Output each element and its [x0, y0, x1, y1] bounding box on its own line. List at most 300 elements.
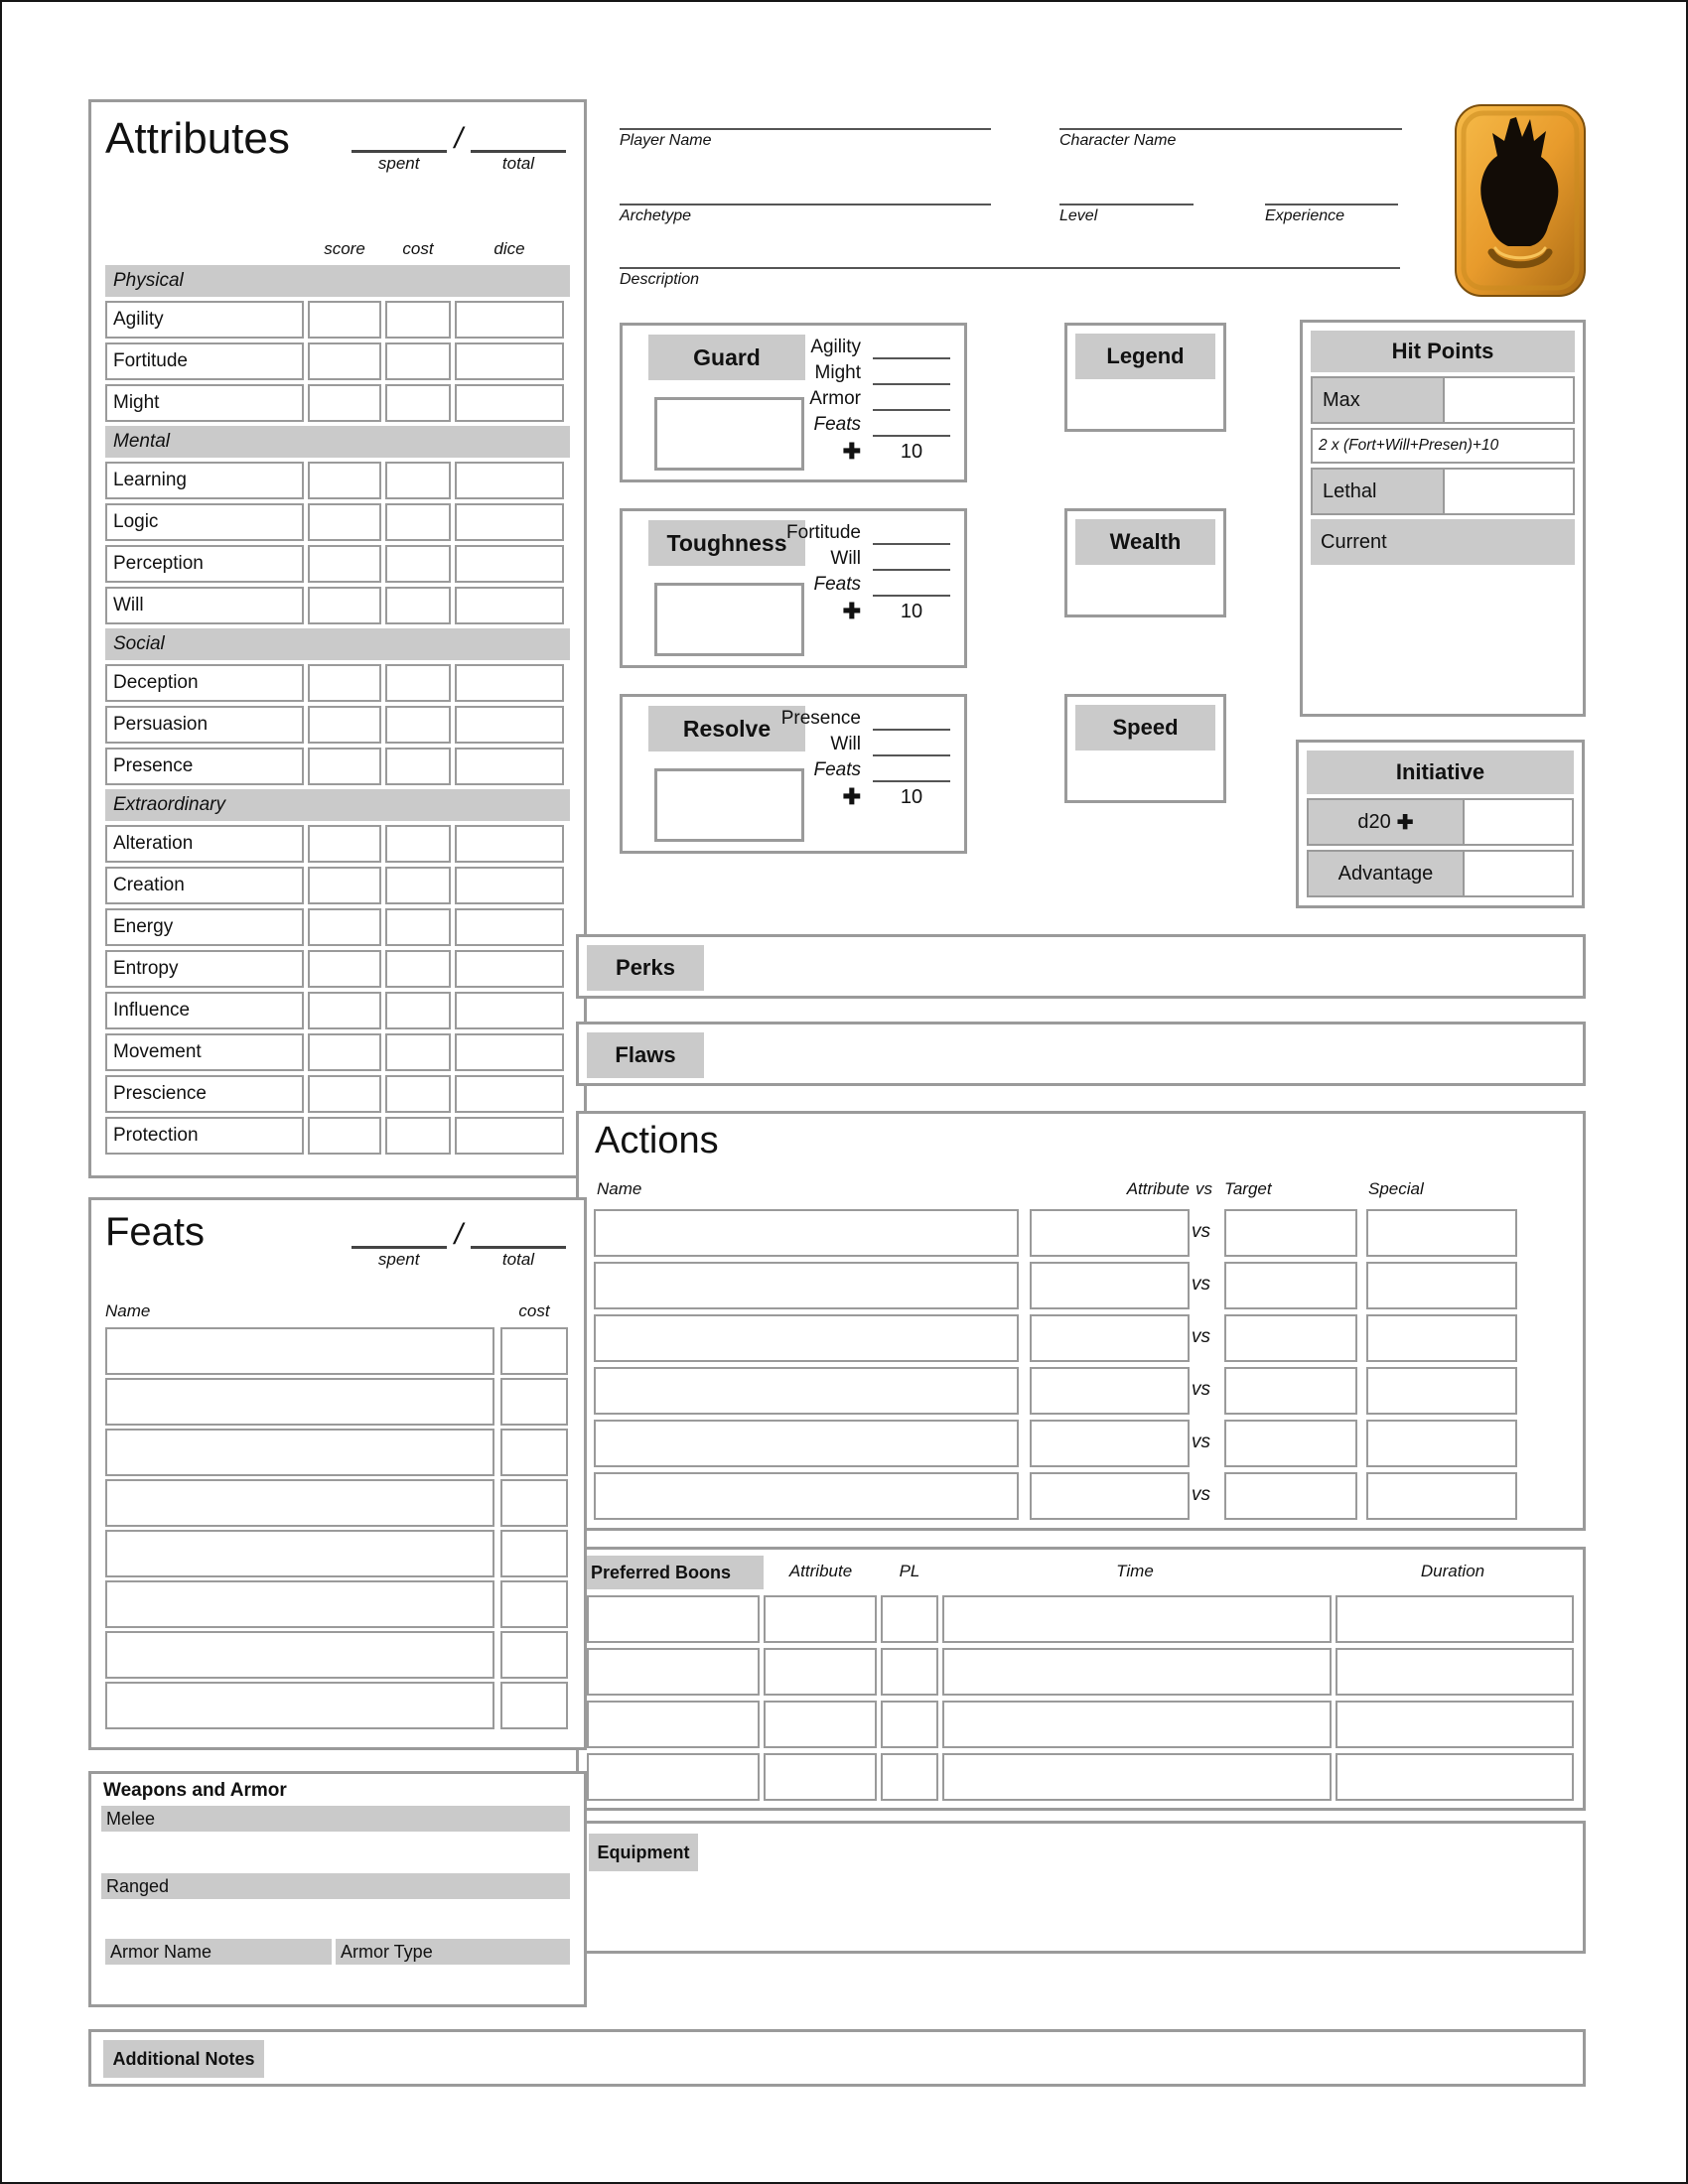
- boon-pl-cell[interactable]: [881, 1701, 938, 1748]
- dice-cell[interactable]: [455, 706, 564, 744]
- feat-name-cell[interactable]: [105, 1530, 494, 1577]
- base-value: 10: [900, 441, 923, 463]
- boon-name-cell[interactable]: [587, 1701, 760, 1748]
- feats-spent-field[interactable]: [352, 1226, 447, 1249]
- action-special-cell[interactable]: [1366, 1314, 1517, 1362]
- group-header-social: Social: [105, 628, 570, 660]
- component-label: Agility: [810, 337, 861, 357]
- score-cell[interactable]: [308, 462, 381, 499]
- table-row: [579, 1595, 1583, 1643]
- lethal-hp-field[interactable]: [1445, 470, 1573, 513]
- action-target-cell[interactable]: [1224, 1472, 1357, 1520]
- action-attribute-cell[interactable]: [1030, 1262, 1190, 1309]
- score-cell[interactable]: [308, 867, 381, 904]
- guard-title: Guard: [648, 335, 805, 380]
- cost-cell[interactable]: [385, 587, 451, 624]
- table-row: [579, 1753, 1583, 1801]
- table-row: [579, 1648, 1583, 1696]
- flaws-entry-area[interactable]: [712, 1028, 1579, 1079]
- attributes-title: Attributes: [105, 114, 290, 163]
- attributes-table: [105, 265, 570, 1155]
- attribute-name-cell: Presence: [105, 748, 304, 785]
- table-row: [105, 545, 570, 583]
- target-column-header: Target: [1224, 1179, 1272, 1198]
- score-cell[interactable]: [308, 587, 381, 624]
- score-cell[interactable]: [308, 825, 381, 863]
- dice-cell[interactable]: [455, 503, 564, 541]
- feats-title: Feats: [105, 1210, 206, 1254]
- preferred-boons-title: Preferred Boons: [585, 1556, 764, 1589]
- table-row: [105, 384, 570, 422]
- logo-badge-icon: [1451, 101, 1590, 300]
- table-row: [105, 462, 570, 499]
- table-row: [105, 1479, 570, 1527]
- table-row: [105, 1075, 570, 1113]
- score-cell[interactable]: [308, 1117, 381, 1155]
- feat-cost-cell[interactable]: [500, 1327, 568, 1375]
- score-cell[interactable]: [308, 908, 381, 946]
- boon-time-cell[interactable]: [942, 1648, 1332, 1696]
- toughness-title: Toughness: [648, 520, 805, 566]
- archetype-label: Archetype: [620, 207, 692, 224]
- resolve-section: [620, 694, 967, 854]
- legend-value-area[interactable]: [1075, 383, 1215, 423]
- ranged-entry-area[interactable]: [101, 1901, 570, 1937]
- cost-cell[interactable]: [385, 342, 451, 380]
- score-cell[interactable]: [308, 950, 381, 988]
- cost-cell[interactable]: [385, 950, 451, 988]
- boon-name-cell[interactable]: [587, 1753, 760, 1801]
- feats-column-headers: [105, 1301, 570, 1327]
- cost-cell[interactable]: [385, 992, 451, 1029]
- actions-title: Actions: [595, 1120, 719, 1161]
- additional-notes-section: [88, 2029, 1586, 2087]
- table-row: [105, 1033, 570, 1071]
- weapons-armor-title: Weapons and Armor: [103, 1780, 287, 1801]
- equipment-title: Equipment: [589, 1834, 698, 1871]
- spent-label: spent: [377, 1250, 420, 1269]
- initiative-section: [1296, 740, 1585, 908]
- speed-section: [1064, 694, 1226, 803]
- plus-icon: ✚: [1396, 811, 1414, 834]
- score-cell[interactable]: [308, 384, 381, 422]
- cost-cell[interactable]: [385, 748, 451, 785]
- component-value-field[interactable]: [873, 521, 950, 545]
- group-header-physical: Physical: [105, 265, 570, 297]
- component-label: Feats: [813, 574, 861, 595]
- advantage-field[interactable]: [1465, 852, 1572, 895]
- action-name-cell[interactable]: [594, 1209, 1019, 1257]
- feat-name-cell[interactable]: [105, 1429, 494, 1476]
- action-name-cell[interactable]: [594, 1367, 1019, 1415]
- actions-section: [576, 1111, 1586, 1531]
- cost-cell[interactable]: [385, 664, 451, 702]
- attribute-name-cell: Perception: [105, 545, 304, 583]
- action-attribute-cell[interactable]: [1030, 1367, 1190, 1415]
- table-row: [579, 1472, 1583, 1520]
- cost-cell[interactable]: [385, 1117, 451, 1155]
- dice-cell[interactable]: [455, 301, 564, 339]
- total-label: total: [501, 154, 535, 173]
- duration-column-header: Duration: [1420, 1562, 1485, 1580]
- cost-cell[interactable]: [385, 825, 451, 863]
- vs-column-header: vs: [1196, 1179, 1212, 1198]
- player-name-label: Player Name: [620, 132, 712, 149]
- boon-duration-cell[interactable]: [1336, 1701, 1574, 1748]
- feats-points-fraction: [352, 1218, 566, 1270]
- component-value-field[interactable]: [873, 758, 950, 782]
- action-name-cell[interactable]: [594, 1314, 1019, 1362]
- attribute-name-cell: Fortitude: [105, 342, 304, 380]
- initiative-title: Initiative: [1307, 751, 1574, 794]
- cost-cell[interactable]: [385, 545, 451, 583]
- attribute-column-header: Attribute: [1126, 1179, 1190, 1198]
- feat-cost-cell[interactable]: [500, 1580, 568, 1628]
- feats-section: [88, 1197, 587, 1750]
- level-field[interactable]: [1059, 204, 1194, 225]
- dice-cell[interactable]: [455, 587, 564, 624]
- table-row: [105, 301, 570, 339]
- attribute-name-cell: Might: [105, 384, 304, 422]
- component-value-field[interactable]: [873, 336, 950, 359]
- wealth-section: [1064, 508, 1226, 617]
- component-value-field[interactable]: [873, 547, 950, 571]
- name-column-header: Name: [105, 1301, 151, 1320]
- boon-duration-cell[interactable]: [1336, 1595, 1574, 1643]
- dice-cell[interactable]: [455, 664, 564, 702]
- dice-cell[interactable]: [455, 384, 564, 422]
- attributes-section: [88, 99, 587, 1178]
- resolve-title: Resolve: [648, 706, 805, 751]
- equipment-entry-area[interactable]: [708, 1830, 1577, 1945]
- feats-header: [105, 1210, 570, 1301]
- action-target-cell[interactable]: [1224, 1420, 1357, 1467]
- vs-label: vs: [1192, 1274, 1210, 1295]
- attribute-name-cell: Learning: [105, 462, 304, 499]
- initiative-bonus-field[interactable]: [1465, 800, 1572, 844]
- component-label: Armor: [809, 388, 861, 409]
- perks-title: Perks: [587, 945, 704, 991]
- armor-type-label: Armor Type: [336, 1939, 570, 1965]
- component-label: Feats: [813, 759, 861, 780]
- preferred-boons-section: [576, 1547, 1586, 1811]
- initiative-advantage-row: [1307, 850, 1574, 897]
- dice-cell[interactable]: [455, 1033, 564, 1071]
- vs-label: vs: [1192, 1326, 1210, 1347]
- advantage-label: Advantage: [1309, 852, 1465, 895]
- table-row: [105, 503, 570, 541]
- score-cell[interactable]: [308, 748, 381, 785]
- max-hp-row: [1311, 376, 1575, 424]
- speed-value-area[interactable]: [1075, 754, 1215, 794]
- base-value: 10: [900, 786, 923, 808]
- speed-title: Speed: [1075, 705, 1215, 751]
- table-row: [105, 1682, 570, 1729]
- feat-cost-cell[interactable]: [500, 1378, 568, 1426]
- experience-field[interactable]: [1265, 204, 1398, 225]
- table-row: [579, 1701, 1583, 1748]
- component-value-field[interactable]: [873, 573, 950, 597]
- component-value-field[interactable]: [873, 387, 950, 411]
- cost-column-header: cost: [402, 239, 434, 258]
- table-row: [105, 908, 570, 946]
- action-target-cell[interactable]: [1224, 1367, 1357, 1415]
- vs-label: vs: [1192, 1379, 1210, 1400]
- fraction-slash: /: [454, 122, 463, 155]
- hit-points-title: Hit Points: [1311, 331, 1575, 372]
- action-name-cell[interactable]: [594, 1472, 1019, 1520]
- fraction-slash: /: [454, 1218, 463, 1251]
- attribute-name-cell: Persuasion: [105, 706, 304, 744]
- score-cell[interactable]: [308, 992, 381, 1029]
- name-column-header: Name: [597, 1179, 642, 1198]
- max-hp-field[interactable]: [1445, 378, 1573, 422]
- equipment-section: [576, 1821, 1586, 1954]
- attribute-name-cell: Logic: [105, 503, 304, 541]
- plus-icon: ✚: [842, 784, 861, 809]
- boon-time-cell[interactable]: [942, 1701, 1332, 1748]
- dice-cell[interactable]: [455, 825, 564, 863]
- cost-cell[interactable]: [385, 867, 451, 904]
- player-name-field[interactable]: [620, 128, 991, 150]
- group-header-mental: Mental: [105, 426, 570, 458]
- lethal-label: Lethal: [1313, 470, 1445, 513]
- feat-cost-cell[interactable]: [500, 1682, 568, 1729]
- feat-cost-cell[interactable]: [500, 1429, 568, 1476]
- boon-pl-cell[interactable]: [881, 1753, 938, 1801]
- boon-pl-cell[interactable]: [881, 1648, 938, 1696]
- attributes-points-fraction: [352, 122, 566, 174]
- score-cell[interactable]: [308, 301, 381, 339]
- perks-section: [576, 934, 1586, 999]
- attributes-column-headers: [105, 233, 570, 259]
- action-special-cell[interactable]: [1366, 1262, 1517, 1309]
- action-target-cell[interactable]: [1224, 1262, 1357, 1309]
- feat-name-cell[interactable]: [105, 1327, 494, 1375]
- perks-entry-area[interactable]: [712, 941, 1579, 992]
- wealth-value-area[interactable]: [1075, 569, 1215, 609]
- cost-cell[interactable]: [385, 1033, 451, 1071]
- boon-name-cell[interactable]: [587, 1595, 760, 1643]
- base-value: 10: [900, 601, 923, 622]
- weapons-and-armor-section: [88, 1771, 587, 2007]
- component-label: Will: [830, 548, 861, 569]
- component-value-field[interactable]: [873, 361, 950, 385]
- ranged-label: Ranged: [101, 1873, 570, 1899]
- action-special-cell[interactable]: [1366, 1209, 1517, 1257]
- feat-name-cell[interactable]: [105, 1479, 494, 1527]
- initiative-roll-row: [1307, 798, 1574, 846]
- cost-cell[interactable]: [385, 908, 451, 946]
- dice-cell[interactable]: [455, 867, 564, 904]
- cost-cell[interactable]: [385, 1075, 451, 1113]
- dice-cell[interactable]: [455, 1075, 564, 1113]
- description-label: Description: [620, 271, 700, 288]
- boon-duration-cell[interactable]: [1336, 1648, 1574, 1696]
- attributes-total-field[interactable]: [471, 130, 566, 153]
- guard-calculation: [809, 336, 950, 465]
- table-row: [105, 1530, 570, 1577]
- dice-cell[interactable]: [455, 908, 564, 946]
- score-cell[interactable]: [308, 1075, 381, 1113]
- hit-points-section: [1300, 320, 1586, 717]
- table-row: [105, 992, 570, 1029]
- score-column-header: score: [324, 239, 365, 258]
- boon-name-cell[interactable]: [587, 1648, 760, 1696]
- boon-attribute-cell[interactable]: [764, 1595, 877, 1643]
- feat-name-cell[interactable]: [105, 1631, 494, 1679]
- table-row: [105, 950, 570, 988]
- additional-notes-title: Additional Notes: [103, 2040, 264, 2078]
- feat-name-cell[interactable]: [105, 1682, 494, 1729]
- boon-time-cell[interactable]: [942, 1753, 1332, 1801]
- score-cell[interactable]: [308, 342, 381, 380]
- component-value-field[interactable]: [873, 707, 950, 731]
- attribute-name-cell: Creation: [105, 867, 304, 904]
- component-label: Feats: [813, 414, 861, 435]
- plus-icon: ✚: [842, 599, 861, 623]
- attribute-name-cell: Movement: [105, 1033, 304, 1071]
- armor-name-label: Armor Name: [105, 1939, 332, 1965]
- boon-attribute-cell[interactable]: [764, 1701, 877, 1748]
- action-special-cell[interactable]: [1366, 1472, 1517, 1520]
- time-column-header: Time: [1116, 1562, 1154, 1580]
- dice-cell[interactable]: [455, 342, 564, 380]
- toughness-calculation: [786, 521, 950, 624]
- attribute-name-cell: Entropy: [105, 950, 304, 988]
- description-field[interactable]: [620, 267, 1400, 289]
- score-cell[interactable]: [308, 1033, 381, 1071]
- action-attribute-cell[interactable]: [1030, 1472, 1190, 1520]
- attribute-name-cell: Deception: [105, 664, 304, 702]
- cost-cell[interactable]: [385, 706, 451, 744]
- action-target-cell[interactable]: [1224, 1314, 1357, 1362]
- max-label: Max: [1313, 378, 1445, 422]
- dice-cell[interactable]: [455, 748, 564, 785]
- guard-value-box[interactable]: [654, 397, 804, 471]
- dice-cell[interactable]: [455, 545, 564, 583]
- special-column-header: Special: [1368, 1179, 1424, 1198]
- total-label: total: [501, 1250, 535, 1269]
- feat-cost-cell[interactable]: [500, 1631, 568, 1679]
- action-attribute-cell[interactable]: [1030, 1209, 1190, 1257]
- feats-table: [105, 1327, 570, 1729]
- group-header-extraordinary: Extraordinary: [105, 789, 570, 821]
- experience-label: Experience: [1265, 207, 1345, 224]
- open-legend-logo: [1451, 101, 1590, 305]
- current-hp-label: Current: [1311, 519, 1575, 565]
- score-cell[interactable]: [308, 503, 381, 541]
- score-cell[interactable]: [308, 545, 381, 583]
- flaws-title: Flaws: [587, 1032, 704, 1078]
- melee-entry-area[interactable]: [101, 1834, 570, 1871]
- table-row: [105, 1580, 570, 1628]
- toughness-section: [620, 508, 967, 668]
- attributes-spent-field[interactable]: [352, 130, 447, 153]
- dice-cell[interactable]: [455, 992, 564, 1029]
- action-special-cell[interactable]: [1366, 1367, 1517, 1415]
- component-value-field[interactable]: [873, 413, 950, 437]
- table-row: [579, 1314, 1583, 1362]
- cost-cell[interactable]: [385, 301, 451, 339]
- score-cell[interactable]: [308, 664, 381, 702]
- cost-cell[interactable]: [385, 503, 451, 541]
- dice-cell[interactable]: [455, 950, 564, 988]
- action-attribute-cell[interactable]: [1030, 1314, 1190, 1362]
- boon-attribute-cell[interactable]: [764, 1753, 877, 1801]
- table-row: [105, 706, 570, 744]
- action-name-cell[interactable]: [594, 1420, 1019, 1467]
- action-target-cell[interactable]: [1224, 1209, 1357, 1257]
- dice-cell[interactable]: [455, 1117, 564, 1155]
- level-label: Level: [1059, 207, 1098, 224]
- dice-column-header: dice: [493, 239, 525, 258]
- feats-total-field[interactable]: [471, 1226, 566, 1249]
- attribute-name-cell: Protection: [105, 1117, 304, 1155]
- toughness-value-box[interactable]: [654, 583, 804, 656]
- table-row: [105, 1117, 570, 1155]
- armor-entry-area[interactable]: [101, 1967, 570, 2002]
- feat-cost-cell[interactable]: [500, 1479, 568, 1527]
- notes-entry-area[interactable]: [276, 2036, 1579, 2080]
- vs-label: vs: [1192, 1221, 1210, 1242]
- table-row: [105, 1327, 570, 1375]
- boon-duration-cell[interactable]: [1336, 1753, 1574, 1801]
- lethal-hp-row: [1311, 468, 1575, 515]
- component-label: Presence: [780, 708, 861, 729]
- boon-pl-cell[interactable]: [881, 1595, 938, 1643]
- action-attribute-cell[interactable]: [1030, 1420, 1190, 1467]
- boon-time-cell[interactable]: [942, 1595, 1332, 1643]
- component-label: Fortitude: [786, 522, 861, 543]
- current-hp-area[interactable]: [1311, 569, 1575, 706]
- feat-name-cell[interactable]: [105, 1378, 494, 1426]
- dice-cell[interactable]: [455, 462, 564, 499]
- attribute-name-cell: Prescience: [105, 1075, 304, 1113]
- component-label: Will: [830, 734, 861, 754]
- boon-attribute-cell[interactable]: [764, 1648, 877, 1696]
- archetype-field[interactable]: [620, 204, 991, 225]
- cost-cell[interactable]: [385, 384, 451, 422]
- table-row: [105, 1429, 570, 1476]
- table-row: [105, 587, 570, 624]
- flaws-section: [576, 1022, 1586, 1086]
- table-row: [105, 825, 570, 863]
- table-row: [105, 1631, 570, 1679]
- attribute-name-cell: Energy: [105, 908, 304, 946]
- hp-formula: 2 x (Fort+Will+Presen)+10: [1311, 428, 1575, 464]
- feat-name-cell[interactable]: [105, 1580, 494, 1628]
- wealth-title: Wealth: [1075, 519, 1215, 565]
- action-special-cell[interactable]: [1366, 1420, 1517, 1467]
- cost-column-header: cost: [518, 1301, 550, 1320]
- table-row: [105, 748, 570, 785]
- action-name-cell[interactable]: [594, 1262, 1019, 1309]
- score-cell[interactable]: [308, 706, 381, 744]
- feat-cost-cell[interactable]: [500, 1530, 568, 1577]
- vs-label: vs: [1192, 1484, 1210, 1505]
- table-row: [105, 1378, 570, 1426]
- attribute-name-cell: Agility: [105, 301, 304, 339]
- component-value-field[interactable]: [873, 733, 950, 756]
- cost-cell[interactable]: [385, 462, 451, 499]
- attribute-name-cell: Will: [105, 587, 304, 624]
- character-name-field[interactable]: [1059, 128, 1402, 150]
- pl-column-header: PL: [899, 1562, 920, 1580]
- table-row: [579, 1262, 1583, 1309]
- d20-label: d20 ✚: [1309, 800, 1465, 844]
- legend-title: Legend: [1075, 334, 1215, 379]
